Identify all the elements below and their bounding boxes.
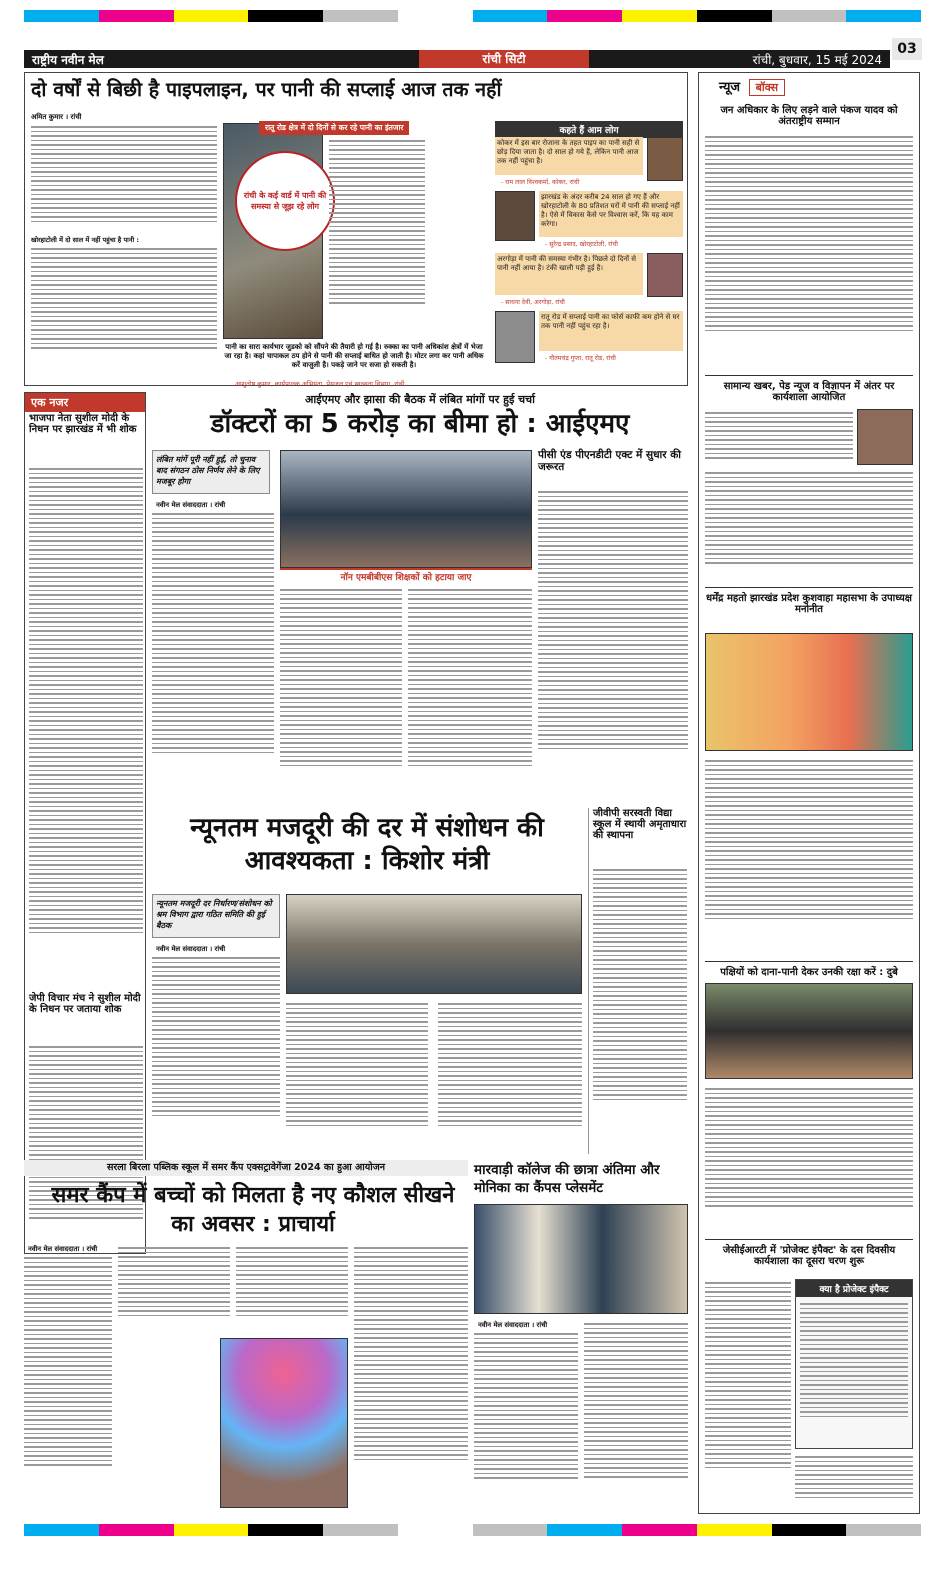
news-box-story-1-body bbox=[705, 133, 913, 373]
news-box-label-2: बॉक्स bbox=[749, 79, 786, 96]
news-box-column bbox=[698, 72, 920, 1514]
person-1-photo bbox=[647, 137, 683, 181]
doctors-body-col-1 bbox=[152, 510, 274, 800]
summer-body-col-3 bbox=[236, 1244, 348, 1334]
kushwaha-photo bbox=[705, 633, 913, 751]
news-box-story-2-body bbox=[705, 409, 853, 469]
news-box-story-3-body bbox=[705, 757, 913, 957]
lead-byline: अमित कुमार । रांची bbox=[31, 113, 82, 121]
news-box-story-5-body-2 bbox=[795, 1453, 913, 1509]
news-box-label-1: न्यूज bbox=[719, 80, 741, 95]
opinion-4-quote: रातू रोड में सप्लाई पानी का फोर्स काफी कम होने से घर तक पानी नहीं पहुंच रहा है। bbox=[539, 311, 683, 351]
ek-nazar-story-1-body bbox=[29, 465, 143, 987]
news-box-divider-4 bbox=[705, 1239, 913, 1240]
news-box-story-4-title: पक्षियों को दाना-पानी देकर उनकी रक्षा करें : दुबे bbox=[720, 967, 898, 978]
birds-feeding-photo bbox=[705, 983, 913, 1079]
marwari-byline: नवीन मेल संवाददाता । रांची bbox=[478, 1321, 548, 1329]
issue-date: रांची, बुधवार, 15 मई 2024 bbox=[752, 52, 882, 67]
jvp-headline: जीवीपी सरस्वती विद्या स्कूल में स्थायी अमृताधारा की स्थापना bbox=[593, 808, 687, 841]
summer-byline: नवीन मेल संवाददाता । रांची bbox=[28, 1245, 98, 1253]
section-name: रांची सिटी bbox=[419, 50, 589, 68]
opinion-2-name: - सुरेन्द्र प्रसाद, खोरहाटोली, रांची bbox=[545, 241, 618, 248]
lead-body-text-2 bbox=[31, 245, 217, 365]
photo-tag: रातू रोड क्षेत्र में दो दिनों से कर रहे पानी का इंतजार bbox=[259, 121, 409, 135]
doctors-byline: नवीन मेल संवाददाता । रांची bbox=[156, 501, 226, 509]
news-box-story-2-title: सामान्य खबर, पेड न्यूज व विज्ञापन में अंतर पर कार्यशाला आयोजित bbox=[723, 381, 895, 403]
registration-strip-top bbox=[24, 10, 921, 22]
lead-story bbox=[24, 72, 688, 386]
project-impact-inset bbox=[795, 1279, 913, 1449]
opinion-1-quote: कोकर में इस बार रोजाना के तहत पाइप का पानी सही से छोड़ दिया जाता है। दो साल हो गये हैं, लेकिन पानी आज तक नहीं पहुंचा है। bbox=[495, 137, 643, 175]
project-impact-inset-body bbox=[800, 1300, 908, 1444]
person-3-photo bbox=[647, 253, 683, 297]
wage-headline: न्यूनतम मजदूरी की दर में संशोधन की आवश्यकता : किशोर मंत्री bbox=[190, 813, 544, 876]
paper-name: राष्ट्रीय नवीन मेल bbox=[32, 52, 104, 67]
doctors-body-col-4 bbox=[538, 488, 688, 800]
summer-body-col-1 bbox=[24, 1254, 112, 1510]
wage-body-col-3 bbox=[438, 1000, 582, 1150]
marwari-students-photo bbox=[474, 1204, 688, 1314]
registration-strip-bottom bbox=[24, 1524, 921, 1536]
official-caption: पानी का सारा कार्यभार जुडको को सौंपने की तैयारी हो गई है। रुक्का का पानी अधिकांश क्षेत्रों में भेजा जा रहा है। कहां चापाकल ठप होने से पानी की सप्लाई बाधित हो जाती है। मोटर लगा कर पानी अधिक करें वाजुली है। पकड़े जाने पर सजा हो सकती है। bbox=[223, 343, 485, 381]
masthead-bar bbox=[24, 50, 890, 68]
summer-body-col-2 bbox=[118, 1244, 230, 1334]
news-box-story-3-title: धर्मेंद्र महतो झारखंड प्रदेश कुशवाहा महासभा के उपाध्यक्ष मनोनीत bbox=[706, 593, 912, 615]
doctors-body-col-3 bbox=[408, 586, 532, 800]
doctors-body-col-2 bbox=[280, 586, 402, 800]
ek-nazar-column bbox=[24, 392, 146, 1254]
jvp-body bbox=[593, 866, 687, 1150]
news-box-label bbox=[719, 77, 785, 95]
marwari-body-col-1 bbox=[474, 1330, 578, 1510]
lead-subhead: खोरहाटोली में दो साल में नहीं पहुंचा है पानी : bbox=[31, 236, 140, 244]
news-box-divider-2 bbox=[705, 587, 913, 588]
doctors-pull-quote: लंबित मांगें पूरी नहीं हुईं, तो चुनाव बाद संगठन ठोस निर्णय लेने के लिए मजबूर होगा bbox=[152, 450, 270, 494]
doctors-kicker: आईएमए और झासा की बैठक में लंबित मांगों पर हुई चर्चा bbox=[304, 393, 535, 406]
quote-bubble: रांची के कई वार्ड में पानी की समस्या से जूझ रहे लोग bbox=[235, 151, 335, 251]
opinion-3-quote: अरगोड़ा में पानी की समस्या गंभीर है। पिछले दो दिनों से पानी नहीं आया है। टंकी खाली पड़ी हुई है। bbox=[495, 253, 643, 295]
doctors-side-head: पीसी एंड पीएनडीटी एक्ट में सुधार की जरूरत bbox=[538, 449, 681, 473]
news-box-story-2-body-2 bbox=[705, 469, 913, 585]
doctors-story bbox=[152, 392, 688, 804]
ek-nazar-story-1-title: भाजपा नेता सुशील मोदी के निधन पर झारखंड में भी शोक bbox=[29, 413, 137, 435]
marwari-headline: मारवाड़ी कॉलेज की छात्रा अंतिमा और मोनिका का कैंपस प्लेसमेंट bbox=[474, 1162, 660, 1196]
project-impact-inset-title: क्या है प्रोजेक्ट इंपैक्ट bbox=[796, 1280, 912, 1297]
opinion-2-quote: झारखंड के अंदर करीब 24 साल हो गए हैं और खोरहाटोली के 80 प्रतिशत घरों में पानी की सप्लाई नहीं है। ऐसे में विकास कैसे पर विश्वास करें, कि यह काम करेगा। bbox=[539, 191, 683, 237]
wage-pull-quote: न्यूनतम मजदूरी दर निर्धारण/संशोधन को श्रम विभाग द्वारा गठित समिति की हुई बैठक bbox=[152, 894, 280, 938]
wage-body-col-2 bbox=[286, 1000, 428, 1150]
news-box-divider-1 bbox=[705, 375, 913, 376]
doctors-headline: डॉक्टरों का 5 करोड़ का बीमा हो : आईएमए bbox=[210, 409, 630, 439]
wage-meeting-photo bbox=[286, 894, 582, 994]
opinion-3-name: - साधना देवी, अरगोड़ा, रांची bbox=[501, 299, 565, 306]
ek-nazar-tag: एक नजर bbox=[25, 393, 145, 412]
wage-story bbox=[152, 808, 582, 1154]
wage-byline: नवीन मेल संवाददाता । रांची bbox=[156, 945, 226, 953]
lead-body-text bbox=[31, 123, 217, 233]
person-4-photo bbox=[495, 311, 535, 363]
news-box-story-4-body bbox=[705, 1085, 913, 1235]
opinion-1-name: - राम लाल विश्वकर्मा, कोकर, रांची bbox=[501, 179, 580, 186]
summer-body-col-4 bbox=[354, 1244, 468, 1510]
lead-headline: दो वर्षों से बिछी है पाइपलाइन, पर पानी की सप्लाई आज तक नहीं bbox=[31, 78, 502, 101]
workshop-photo bbox=[857, 409, 913, 465]
lead-body-text-3 bbox=[329, 137, 425, 335]
news-box-divider-3 bbox=[705, 961, 913, 962]
jvp-story bbox=[588, 808, 688, 1154]
opinions-title: कहते हैं आम लोग bbox=[495, 121, 683, 138]
marwari-story bbox=[474, 1160, 688, 1514]
news-box-story-5-body bbox=[705, 1279, 791, 1509]
summer-headline: समर कैंप में बच्चों को मिलता है नए कौशल सीखने का अवसर : प्राचार्या bbox=[51, 1183, 455, 1237]
summer-kicker: सरला बिरला पब्लिक स्कूल में समर कैंप एक्सट्रावेगेंजा 2024 का हुआ आयोजन bbox=[24, 1160, 468, 1176]
official-credit: आशुतोष कुमार, कार्यपालक अभियंता, पेयजल एवं स्वच्छता विभाग, रांची bbox=[235, 380, 405, 388]
doctors-photo-caption: नॉन एमबीबीएस शिक्षकों को हटाया जाए bbox=[280, 568, 532, 582]
opinion-4-name: - गौतमचंद्र गुप्ता, रातू रोड, रांची bbox=[545, 355, 616, 362]
ek-nazar-story-2-title: जेपी विचार मंच ने सुशील मोदी के निधन पर जताया शोक bbox=[29, 993, 141, 1015]
news-box-story-5-title: जेसीईआरटी में 'प्रोजेक्ट इंपैक्ट' के दस दिवसीय कार्यशाला का दूसरा चरण शुरू bbox=[722, 1245, 896, 1267]
doctors-meeting-photo bbox=[280, 450, 532, 568]
summer-camp-story bbox=[24, 1160, 468, 1514]
page-number: 03 bbox=[892, 38, 922, 60]
wage-body-col-1 bbox=[152, 954, 280, 1150]
summer-camp-photo bbox=[220, 1338, 348, 1508]
news-box-story-1-title: जन अधिकार के लिए लड़ने वाले पंकज यादव को अंतराष्ट्रीय सम्मान bbox=[720, 105, 898, 127]
marwari-body-col-2 bbox=[584, 1320, 688, 1510]
person-2-photo bbox=[495, 191, 535, 241]
